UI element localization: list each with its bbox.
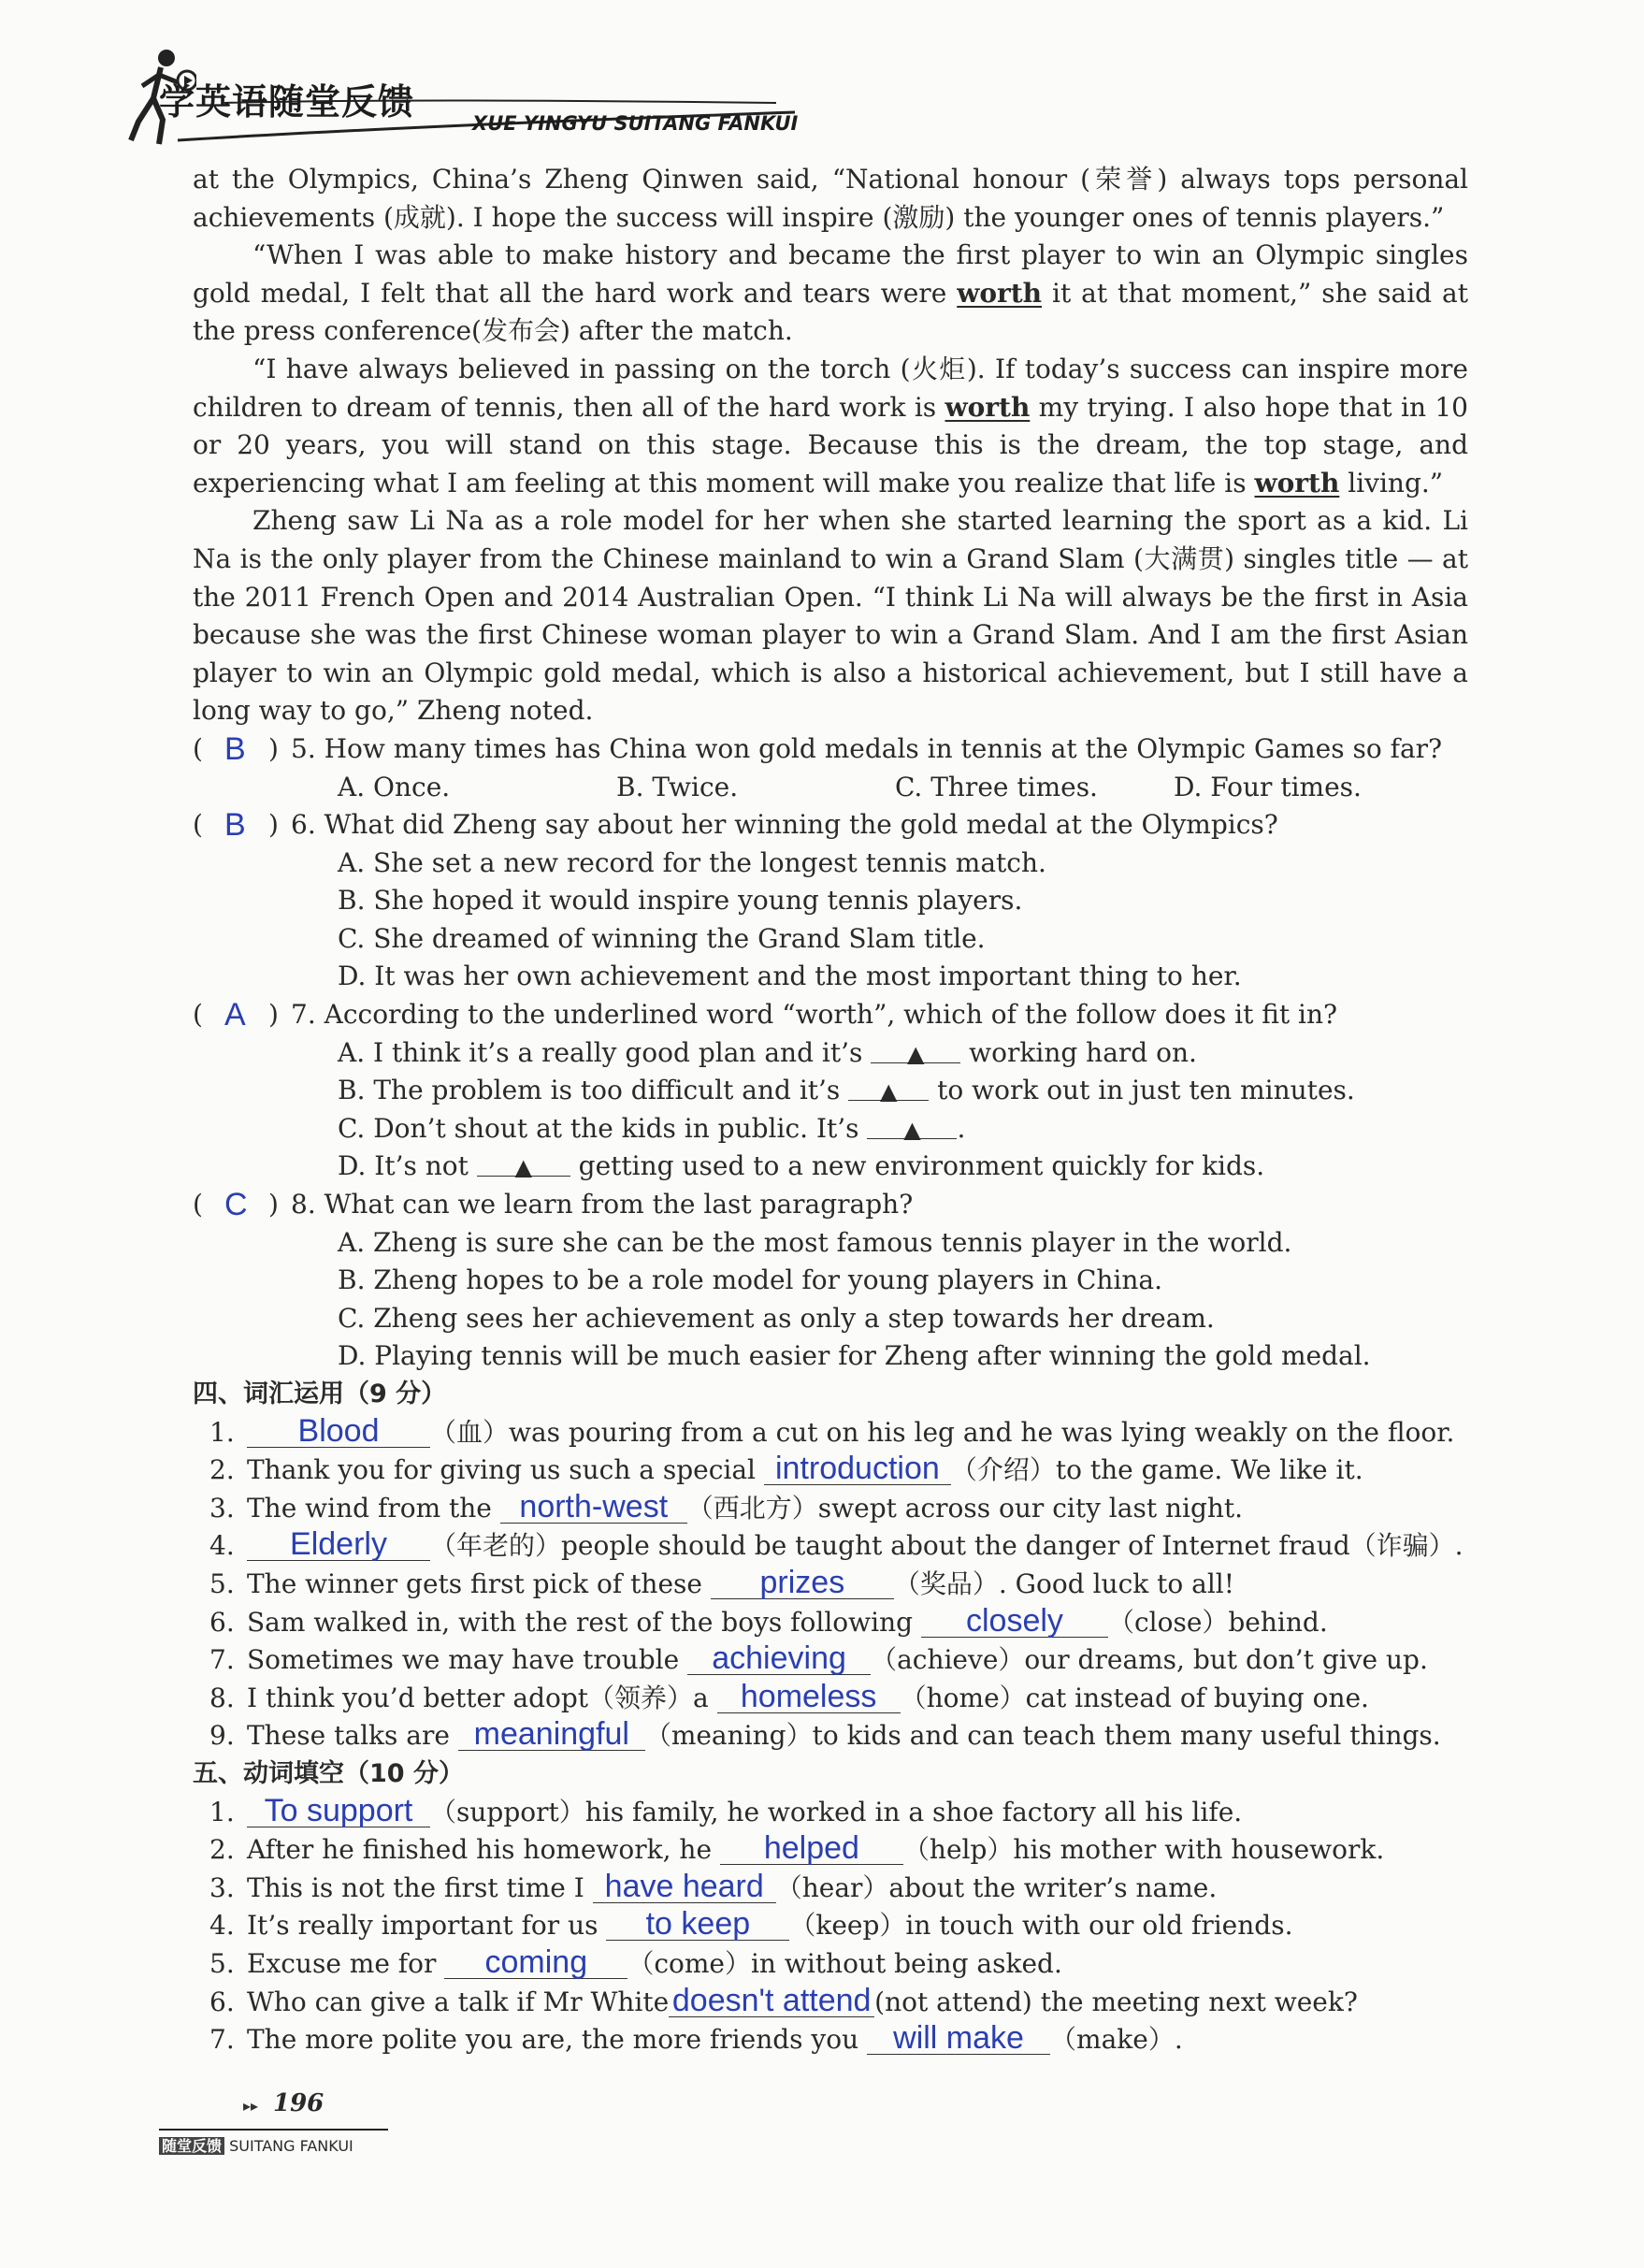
option-c: C. Three times. — [895, 771, 1098, 802]
option-d: D. Playing tennis will be much easier for Zheng after winning the gold medal. — [338, 1340, 1371, 1372]
answer-blank[interactable]: meaningful — [458, 1718, 645, 1751]
answer-blank[interactable]: north-west — [500, 1491, 687, 1524]
footer-tag: 随堂反馈 SUITANG FANKUI — [159, 2134, 353, 2156]
page-footer — [159, 2089, 402, 2159]
passage-paragraph-4: Zheng saw Li Na as a role model for her when she started learning the sport as a kid. Li Na is the only player from the Chinese mainland to win a Grand Slam (大满贯) singles title — at the 2011 French Open and 2014 Australian Open. “I think Li Na will always be the first in Asia because she was the first Chinese woman player to win a Grand Slam. And I am the first Asian player to win an Olympic gold medal, which is also a historical achievement, but I still have a long way to go,” Zheng noted. — [193, 505, 1468, 727]
header-title: 学英语随堂反馈 — [159, 81, 415, 123]
worth-underlined: worth — [945, 391, 1031, 423]
option-a: A. Once. — [338, 771, 451, 802]
question-stem: 7. According to the underlined word “worth”, which of the follow does it fit in? — [291, 999, 1338, 1031]
vocab-item: 5. The winner gets first pick of these prizes （奖品）. Good luck to all! — [209, 1564, 1234, 1600]
answer-blank[interactable]: Blood — [247, 1415, 430, 1448]
triangle-blank — [867, 1110, 957, 1143]
triangle-blank — [871, 1034, 960, 1067]
question-5 — [193, 730, 1468, 806]
triangle-icon: ▲ — [879, 1078, 898, 1105]
answer-blank[interactable]: Elderly — [247, 1528, 430, 1561]
option-d: D. It’s not ▲ getting used to a new environment quickly for kids. — [338, 1148, 1468, 1186]
section-4-title: 四、词汇运用（9 分） — [193, 1380, 447, 1408]
option-row — [193, 769, 1468, 807]
verb-item: 6. Who can give a talk if Mr White doesn't attend (not attend) the meeting next week? — [209, 1982, 1358, 2018]
vocab-item: 3. The wind from the north-west （西北方）swept across our city last night. — [209, 1488, 1244, 1524]
option-d: D. Four times. — [1174, 771, 1362, 802]
question-answer: B — [224, 730, 246, 767]
triangle-blank — [848, 1072, 929, 1105]
answer-blank[interactable]: prizes — [711, 1567, 894, 1599]
verb-item: 3. This is not the first time I have heard （hear）about the writer’s name. — [209, 1868, 1218, 1904]
answer-blank[interactable]: to keep — [606, 1908, 789, 1941]
question-answer: B — [224, 807, 246, 844]
worth-underlined: worth — [1254, 467, 1340, 498]
verb-item: 5. Excuse me for coming （come）in without being asked. — [209, 1943, 1062, 1980]
question-stem: 6. What did Zheng say about her winning the gold medal at the Olympics? — [291, 809, 1278, 841]
answer-blank[interactable]: To support — [247, 1795, 430, 1827]
question-answer: C — [224, 1187, 248, 1223]
passage-paragraph-2: “When I was able to make history and became the first player to win an Olympic singles gold medal, I felt that all the hard work and tears were worth it at that moment,” she said at the press conference(发布会) after the match. — [193, 239, 1468, 347]
option-b: B. She hoped it would inspire young tennis players. — [338, 885, 1023, 917]
triangle-blank — [477, 1148, 570, 1181]
answer-blank[interactable]: homeless — [717, 1681, 901, 1713]
option-b: B. The problem is too difficult and it’s ▲ to work out in just ten minutes. — [338, 1072, 1468, 1110]
footer-rule — [159, 2129, 388, 2131]
question-8 — [193, 1186, 1468, 1376]
option-a: A. I think it’s a really good plan and it’s ▲ working hard on. — [338, 1034, 1468, 1073]
option-b: B. Twice. — [616, 771, 739, 802]
vocab-item: 8. I think you’d better adopt（领养）a homeless （home）cat instead of buying one. — [209, 1678, 1369, 1714]
answer-blank[interactable]: coming — [444, 1946, 627, 1979]
question-6 — [193, 806, 1468, 996]
option-c: C. Don’t shout at the kids in public. It’s ▲ . — [338, 1110, 1468, 1148]
header-pinyin: XUE YINGYU SUITANG FANKUI — [472, 112, 799, 135]
verb-item: 7. The more polite you are, the more friends you will make （make）. — [209, 2020, 1183, 2057]
answer-blank[interactable]: introduction — [764, 1452, 951, 1485]
option-a: A. She set a new record for the longest tennis match. — [338, 846, 1046, 878]
vocab-item: 4. Elderly （年老的）people should be taught about the danger of Internet fraud（诈骗）. — [209, 1526, 1464, 1563]
answer-blank[interactable]: achieving — [687, 1642, 871, 1675]
section-4-items — [193, 1414, 1468, 1755]
passage-paragraph-3: “I have always believed in passing on the torch (火炬). If today’s success can inspire more children to dream of tennis, then all of the hard work is worth my trying. I also hope that in 10 or 20 years, you will stand on this stage. Because this is the dream, the top stage, and experiencing what I am feeling at this moment will make you realize that life is worth living.” — [193, 353, 1468, 498]
answer-parentheses: ( ) — [193, 999, 279, 1031]
main-content — [193, 161, 1468, 2059]
option-c: C. She dreamed of winning the Grand Slam title. — [338, 922, 986, 954]
vocab-item: 9. These talks are meaningful （meaning）to kids and can teach them many useful things. — [209, 1716, 1441, 1753]
vocab-item: 2. Thank you for giving us such a special introduction （介绍）to the game. We like it. — [209, 1451, 1363, 1487]
answer-blank[interactable]: closely — [921, 1605, 1108, 1638]
answer-blank[interactable]: helped — [720, 1832, 903, 1865]
option-a: A. Zheng is sure she can be the most famous tennis player in the world. — [338, 1226, 1292, 1258]
book-header — [122, 47, 832, 150]
vocab-item: 1. Blood （血）was pouring from a cut on his leg and he was lying weakly on the floor. — [209, 1412, 1455, 1449]
question-7 — [193, 996, 1468, 1186]
verb-item: 4. It’s really important for us to keep （keep）in touch with our old friends. — [209, 1906, 1293, 1943]
passage-paragraph-1: at the Olympics, China’s Zheng Qinwen said, “National honour (荣誉) always tops personal achievements (成就). I hope the success will inspire (激励) the younger ones of tennis players.” — [193, 164, 1468, 233]
option-d: D. It was her own achievement and the most important thing to her. — [338, 961, 1242, 992]
question-stem: 5. How many times has China won gold medals in tennis at the Olympic Games so far? — [291, 732, 1443, 764]
answer-parentheses: ( ) — [193, 732, 279, 764]
answer-blank[interactable]: will make — [867, 2022, 1050, 2055]
answer-blank[interactable]: have heard — [593, 1871, 776, 1903]
triangle-icon: ▲ — [907, 1040, 925, 1067]
section-5-items — [193, 1794, 1468, 2059]
answer-parentheses: ( ) — [193, 1189, 279, 1221]
triangle-icon: ▲ — [514, 1154, 533, 1181]
question-stem: 8. What can we learn from the last paragraph? — [291, 1189, 914, 1221]
option-c: C. Zheng sees her achievement as only a step towards her dream. — [338, 1302, 1215, 1334]
vocab-item: 6. Sam walked in, with the rest of the boys following closely （close）behind. — [209, 1602, 1328, 1639]
worth-underlined: worth — [957, 277, 1043, 309]
page-number: 196 — [273, 2089, 324, 2117]
triangle-icon: ▲ — [903, 1116, 921, 1143]
arrow-icon: ▸▸ — [243, 2097, 259, 2115]
answer-parentheses: ( ) — [193, 809, 279, 841]
answer-blank[interactable]: doesn't attend — [669, 1985, 874, 2017]
verb-item: 2. After he finished his homework, he helped （help）his mother with housework. — [209, 1830, 1385, 1867]
question-answer: A — [224, 997, 246, 1033]
vocab-item: 7. Sometimes we may have trouble achieving （achieve）our dreams, but don’t give up. — [209, 1640, 1428, 1677]
section-5-title: 五、动词填空（10 分） — [193, 1758, 464, 1788]
option-b: B. Zheng hopes to be a role model for young players in China. — [338, 1264, 1162, 1296]
verb-item: 1. To support （support）his family, he worked in a shoe factory all his life. — [209, 1792, 1243, 1828]
